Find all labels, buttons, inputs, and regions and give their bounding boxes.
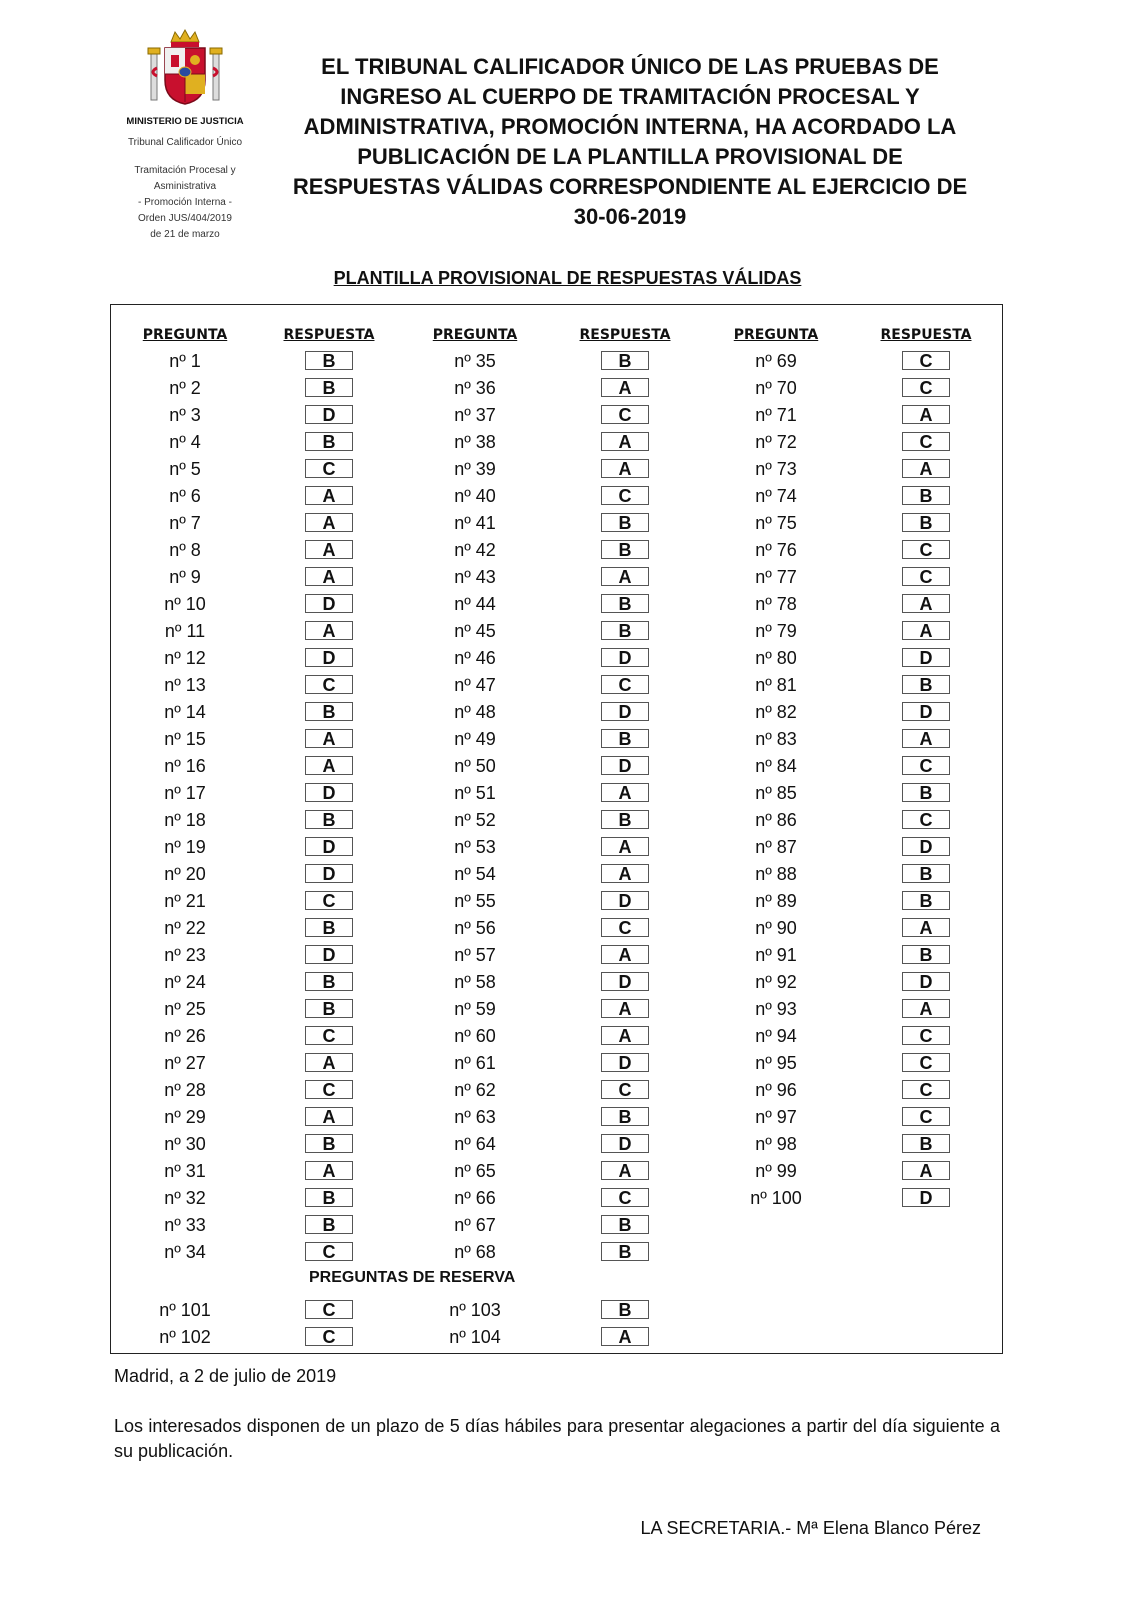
answer-question-label: nº 40	[454, 486, 496, 506]
answer-answer-box: D	[601, 891, 649, 910]
answer-answer-box: C	[305, 1026, 353, 1045]
answer-question-label: nº 69	[755, 351, 797, 371]
answer-question-label: nº 53	[454, 837, 496, 857]
answer-answer-box: C	[305, 675, 353, 694]
answer-question-label: nº 62	[454, 1080, 496, 1100]
answer-answer-box: A	[902, 405, 950, 424]
answer-answer-box: B	[305, 999, 353, 1018]
answer-answer-box: C	[601, 1080, 649, 1099]
answer-question-label: nº 8	[169, 540, 201, 560]
answer-question-label: nº 80	[755, 648, 797, 668]
answer-question-label: nº 14	[164, 702, 206, 722]
answer-answer-box: A	[305, 756, 353, 775]
answer-question-label: nº 58	[454, 972, 496, 992]
answer-question-label: nº 55	[454, 891, 496, 911]
answer-question-label: nº 72	[755, 432, 797, 452]
answer-question-label: nº 97	[755, 1107, 797, 1127]
answer-question-label: nº 47	[454, 675, 496, 695]
answer-answer-box: B	[902, 486, 950, 505]
answer-question-label: nº 44	[454, 594, 496, 614]
answer-answer-box: B	[305, 702, 353, 721]
answer-question-label: nº 52	[454, 810, 496, 830]
answer-answer-box: A	[305, 1053, 353, 1072]
answer-answer-box: D	[305, 783, 353, 802]
answer-question-label: nº 42	[454, 540, 496, 560]
tramitacion-line: Tramitación Procesal y	[134, 165, 236, 176]
answer-answer-box: A	[601, 1026, 649, 1045]
answer-answer-box: D	[601, 1053, 649, 1072]
answer-answer-box: B	[305, 918, 353, 937]
column-header-question: PREGUNTA	[142, 327, 228, 343]
answer-answer-box: D	[305, 864, 353, 883]
notice-text: Los interesados disponen de un plazo de 5 días hábiles para presentar alegaciones a partir del día siguiente a su publicación.	[114, 1416, 1000, 1461]
tribunal-name: Tribunal Calificador Único	[127, 137, 243, 148]
answer-answer-box: B	[902, 945, 950, 964]
answer-question-label: nº 56	[454, 918, 496, 938]
answer-answer-box: C	[902, 1080, 950, 1099]
answer-question-label: nº 36	[454, 378, 496, 398]
answer-answer-box: B	[902, 1134, 950, 1153]
answer-question-label: nº 10	[164, 594, 206, 614]
answer-answer-box: B	[305, 1188, 353, 1207]
answers-table	[110, 304, 1003, 1354]
answer-answer-box: B	[601, 729, 649, 748]
answer-question-label: nº 32	[164, 1188, 206, 1208]
column-header-answer: RESPUESTA	[283, 327, 375, 343]
answer-answer-box: C	[305, 1242, 353, 1261]
answer-question-label: nº 82	[755, 702, 797, 722]
answer-question-label: nº 98	[755, 1134, 797, 1154]
answer-answer-box: A	[902, 999, 950, 1018]
answer-question-label: nº 83	[755, 729, 797, 749]
answer-answer-box: B	[902, 864, 950, 883]
answer-question-label: nº 21	[164, 891, 206, 911]
answer-question-label: nº 6	[169, 486, 201, 506]
answer-question-label: nº 84	[755, 756, 797, 776]
answer-question-label: nº 28	[164, 1080, 206, 1100]
answer-question-label: nº 39	[454, 459, 496, 479]
title-line: PUBLICACIÓN DE LA PLANTILLA PROVISIONAL DE	[357, 144, 903, 169]
answer-answer-box: D	[601, 702, 649, 721]
answer-question-label: nº 11	[164, 621, 206, 641]
answer-answer-box: A	[305, 621, 353, 640]
answer-question-label: nº 49	[454, 729, 496, 749]
answer-answer-box: C	[601, 486, 649, 505]
column-header-answer: RESPUESTA	[880, 327, 972, 343]
answer-question-label: nº 5	[169, 459, 201, 479]
answer-question-label: nº 99	[755, 1161, 797, 1181]
reserve-answer-box: C	[305, 1300, 353, 1319]
answer-answer-box: C	[305, 891, 353, 910]
answer-answer-box: B	[305, 378, 353, 397]
answer-question-label: nº 13	[164, 675, 206, 695]
answer-answer-box: A	[305, 567, 353, 586]
answer-question-label: nº 37	[454, 405, 496, 425]
answer-answer-box: A	[601, 837, 649, 856]
answer-question-label: nº 57	[454, 945, 496, 965]
answer-question-label: nº 91	[755, 945, 797, 965]
answer-question-label: nº 30	[164, 1134, 206, 1154]
answer-question-label: nº 34	[164, 1242, 206, 1262]
answer-question-label: nº 65	[454, 1161, 496, 1181]
answer-question-label: nº 67	[454, 1215, 496, 1235]
title-line: INGRESO AL CUERPO DE TRAMITACIÓN PROCESAL Y	[340, 84, 920, 109]
answer-answer-box: D	[305, 945, 353, 964]
answer-answer-box: B	[902, 513, 950, 532]
answer-answer-box: A	[305, 540, 353, 559]
answer-answer-box: B	[305, 351, 353, 370]
answer-answer-box: A	[305, 1161, 353, 1180]
answer-question-label: nº 22	[164, 918, 206, 938]
answer-question-label: nº 54	[454, 864, 496, 884]
answer-question-label: nº 81	[755, 675, 797, 695]
answer-question-label: nº 4	[169, 432, 201, 452]
title-line: EL TRIBUNAL CALIFICADOR ÚNICO DE LAS PRUEBAS DE	[321, 54, 939, 79]
answer-question-label: nº 3	[169, 405, 201, 425]
answer-question-label: nº 20	[164, 864, 206, 884]
answer-answer-box: C	[902, 432, 950, 451]
reserve-title: PREGUNTAS DE RESERVA	[309, 1269, 516, 1286]
answer-answer-box: A	[601, 432, 649, 451]
answer-question-label: nº 17	[164, 783, 206, 803]
answer-question-label: nº 23	[164, 945, 206, 965]
answer-answer-box: B	[305, 972, 353, 991]
answer-question-label: nº 76	[755, 540, 797, 560]
tramitacion-line: Orden JUS/404/2019	[138, 213, 232, 224]
answer-answer-box: C	[902, 1026, 950, 1045]
answer-question-label: nº 45	[454, 621, 496, 641]
answer-answer-box: A	[305, 729, 353, 748]
answer-answer-box: C	[902, 1053, 950, 1072]
answer-answer-box: A	[601, 783, 649, 802]
answer-question-label: nº 38	[454, 432, 496, 452]
reserve-question-label: nº 103	[449, 1300, 501, 1320]
place-date: Madrid, a 2 de julio de 2019	[114, 1366, 337, 1386]
answer-question-label: nº 96	[755, 1080, 797, 1100]
answer-answer-box: B	[601, 1215, 649, 1234]
document-title	[270, 52, 990, 232]
answer-answer-box: B	[902, 891, 950, 910]
answer-question-label: nº 7	[169, 513, 201, 533]
answer-answer-box: D	[902, 972, 950, 991]
answer-question-label: nº 41	[454, 513, 496, 533]
answer-question-label: nº 29	[164, 1107, 206, 1127]
answer-question-label: nº 51	[454, 783, 496, 803]
answer-question-label: nº 46	[454, 648, 496, 668]
answer-question-label: nº 75	[755, 513, 797, 533]
column-header-question: PREGUNTA	[733, 327, 819, 343]
tramitacion-info	[110, 163, 260, 243]
answer-question-label: nº 24	[164, 972, 206, 992]
reserve-question-label: nº 101	[159, 1300, 211, 1320]
answer-answer-box: C	[902, 351, 950, 370]
answer-answer-box: A	[601, 1161, 649, 1180]
answer-answer-box: B	[601, 594, 649, 613]
subtitle: PLANTILLA PROVISIONAL DE RESPUESTAS VÁLIDAS	[333, 268, 802, 288]
answer-answer-box: D	[601, 648, 649, 667]
tramitacion-line: de 21 de marzo	[150, 229, 220, 240]
reserve-question-label: nº 104	[449, 1327, 501, 1347]
answer-answer-box: B	[305, 810, 353, 829]
answer-answer-box: A	[601, 459, 649, 478]
answer-answer-box: D	[305, 837, 353, 856]
reserve-question-label: nº 102	[159, 1327, 211, 1347]
answer-answer-box: D	[601, 972, 649, 991]
answer-answer-box: D	[902, 1188, 950, 1207]
answer-answer-box: A	[902, 729, 950, 748]
answer-answer-box: C	[902, 810, 950, 829]
answer-answer-box: B	[601, 513, 649, 532]
answer-question-label: nº 88	[755, 864, 797, 884]
answer-question-label: nº 85	[755, 783, 797, 803]
answer-question-label: nº 16	[164, 756, 206, 776]
answer-question-label: nº 94	[755, 1026, 797, 1046]
answer-question-label: nº 50	[454, 756, 496, 776]
answer-answer-box: D	[305, 594, 353, 613]
answer-question-label: nº 35	[454, 351, 496, 371]
answer-answer-box: C	[305, 1080, 353, 1099]
reserve-answer-box: A	[601, 1327, 649, 1346]
answer-question-label: nº 12	[164, 648, 206, 668]
answer-answer-box: B	[305, 1215, 353, 1234]
answer-answer-box: A	[902, 1161, 950, 1180]
answer-question-label: nº 95	[755, 1053, 797, 1073]
answer-answer-box: A	[902, 594, 950, 613]
tramitacion-line: - Promoción Interna -	[138, 197, 232, 208]
answer-answer-box: B	[601, 1107, 649, 1126]
answer-answer-box: C	[902, 567, 950, 586]
answer-answer-box: A	[601, 378, 649, 397]
answer-question-label: nº 73	[755, 459, 797, 479]
reserve-answer-box: B	[601, 1300, 649, 1319]
answer-answer-box: C	[902, 540, 950, 559]
answer-answer-box: A	[902, 621, 950, 640]
answer-answer-box: A	[601, 999, 649, 1018]
answer-answer-box: C	[902, 756, 950, 775]
answer-question-label: nº 89	[755, 891, 797, 911]
answer-answer-box: A	[601, 864, 649, 883]
answer-question-label: nº 19	[164, 837, 206, 857]
answer-answer-box: A	[305, 486, 353, 505]
reserve-answer-box: C	[305, 1327, 353, 1346]
answer-question-label: nº 33	[164, 1215, 206, 1235]
answer-question-label: nº 64	[454, 1134, 496, 1154]
answer-answer-box: D	[902, 702, 950, 721]
title-line: ADMINISTRATIVA, PROMOCIÓN INTERNA, HA ACORDADO LA	[303, 114, 957, 139]
answer-answer-box: C	[601, 675, 649, 694]
answer-question-label: nº 2	[169, 378, 201, 398]
answer-question-label: nº 66	[454, 1188, 496, 1208]
answer-answer-box: B	[902, 783, 950, 802]
answer-question-label: nº 31	[164, 1161, 206, 1181]
answer-question-label: nº 59	[454, 999, 496, 1019]
answer-question-label: nº 61	[454, 1053, 496, 1073]
tramitacion-line: Asministrativa	[153, 181, 217, 192]
answer-question-label: nº 43	[454, 567, 496, 587]
column-header-question: PREGUNTA	[432, 327, 518, 343]
answer-answer-box: D	[601, 756, 649, 775]
answer-question-label: nº 1	[169, 351, 201, 371]
answer-answer-box: C	[601, 918, 649, 937]
answer-answer-box: D	[902, 648, 950, 667]
answer-question-label: nº 27	[164, 1053, 206, 1073]
answer-answer-box: B	[601, 621, 649, 640]
answer-answer-box: A	[902, 918, 950, 937]
answer-answer-box: A	[601, 945, 649, 964]
title-line: RESPUESTAS VÁLIDAS CORRESPONDIENTE AL EJERCICIO DE	[292, 174, 968, 199]
answer-question-label: nº 100	[750, 1188, 802, 1208]
answer-question-label: nº 77	[755, 567, 797, 587]
answer-question-label: nº 90	[755, 918, 797, 938]
title-line: 30-06-2019	[573, 204, 687, 229]
answer-question-label: nº 93	[755, 999, 797, 1019]
answer-question-label: nº 63	[454, 1107, 496, 1127]
answer-question-label: nº 86	[755, 810, 797, 830]
answer-answer-box: C	[601, 405, 649, 424]
answer-question-label: nº 48	[454, 702, 496, 722]
answer-answer-box: D	[601, 1134, 649, 1153]
answer-answer-box: B	[601, 1242, 649, 1261]
answer-answer-box: B	[601, 351, 649, 370]
answer-answer-box: B	[601, 540, 649, 559]
answer-question-label: nº 74	[755, 486, 797, 506]
answer-question-label: nº 26	[164, 1026, 206, 1046]
answer-answer-box: D	[305, 405, 353, 424]
answer-question-label: nº 71	[755, 405, 797, 425]
signature: LA SECRETARIA.- Mª Elena Blanco Pérez	[640, 1518, 981, 1538]
answer-question-label: nº 68	[454, 1242, 496, 1262]
answer-question-label: nº 87	[755, 837, 797, 857]
answer-question-label: nº 78	[755, 594, 797, 614]
answer-answer-box: A	[305, 513, 353, 532]
header-left	[110, 28, 260, 243]
answer-answer-box: B	[902, 675, 950, 694]
ministry-name: MINISTERIO DE JUSTICIA	[126, 116, 244, 127]
answer-answer-box: C	[902, 1107, 950, 1126]
answer-question-label: nº 18	[164, 810, 206, 830]
answer-answer-box: B	[601, 810, 649, 829]
answer-question-label: nº 60	[454, 1026, 496, 1046]
answer-answer-box: D	[305, 648, 353, 667]
answer-answer-box: C	[305, 459, 353, 478]
answer-question-label: nº 25	[164, 999, 206, 1019]
answer-question-label: nº 92	[755, 972, 797, 992]
answer-answer-box: B	[305, 432, 353, 451]
answer-question-label: nº 15	[164, 729, 206, 749]
coat-of-arms-icon	[145, 28, 225, 108]
answer-answer-box: C	[601, 1188, 649, 1207]
answer-question-label: nº 9	[169, 567, 201, 587]
answer-answer-box: A	[902, 459, 950, 478]
answer-answer-box: B	[305, 1134, 353, 1153]
answer-answer-box: A	[601, 567, 649, 586]
answer-answer-box: D	[902, 837, 950, 856]
column-header-answer: RESPUESTA	[579, 327, 671, 343]
answer-question-label: nº 70	[755, 378, 797, 398]
answer-question-label: nº 79	[755, 621, 797, 641]
answer-answer-box: C	[902, 378, 950, 397]
answer-answer-box: A	[305, 1107, 353, 1126]
